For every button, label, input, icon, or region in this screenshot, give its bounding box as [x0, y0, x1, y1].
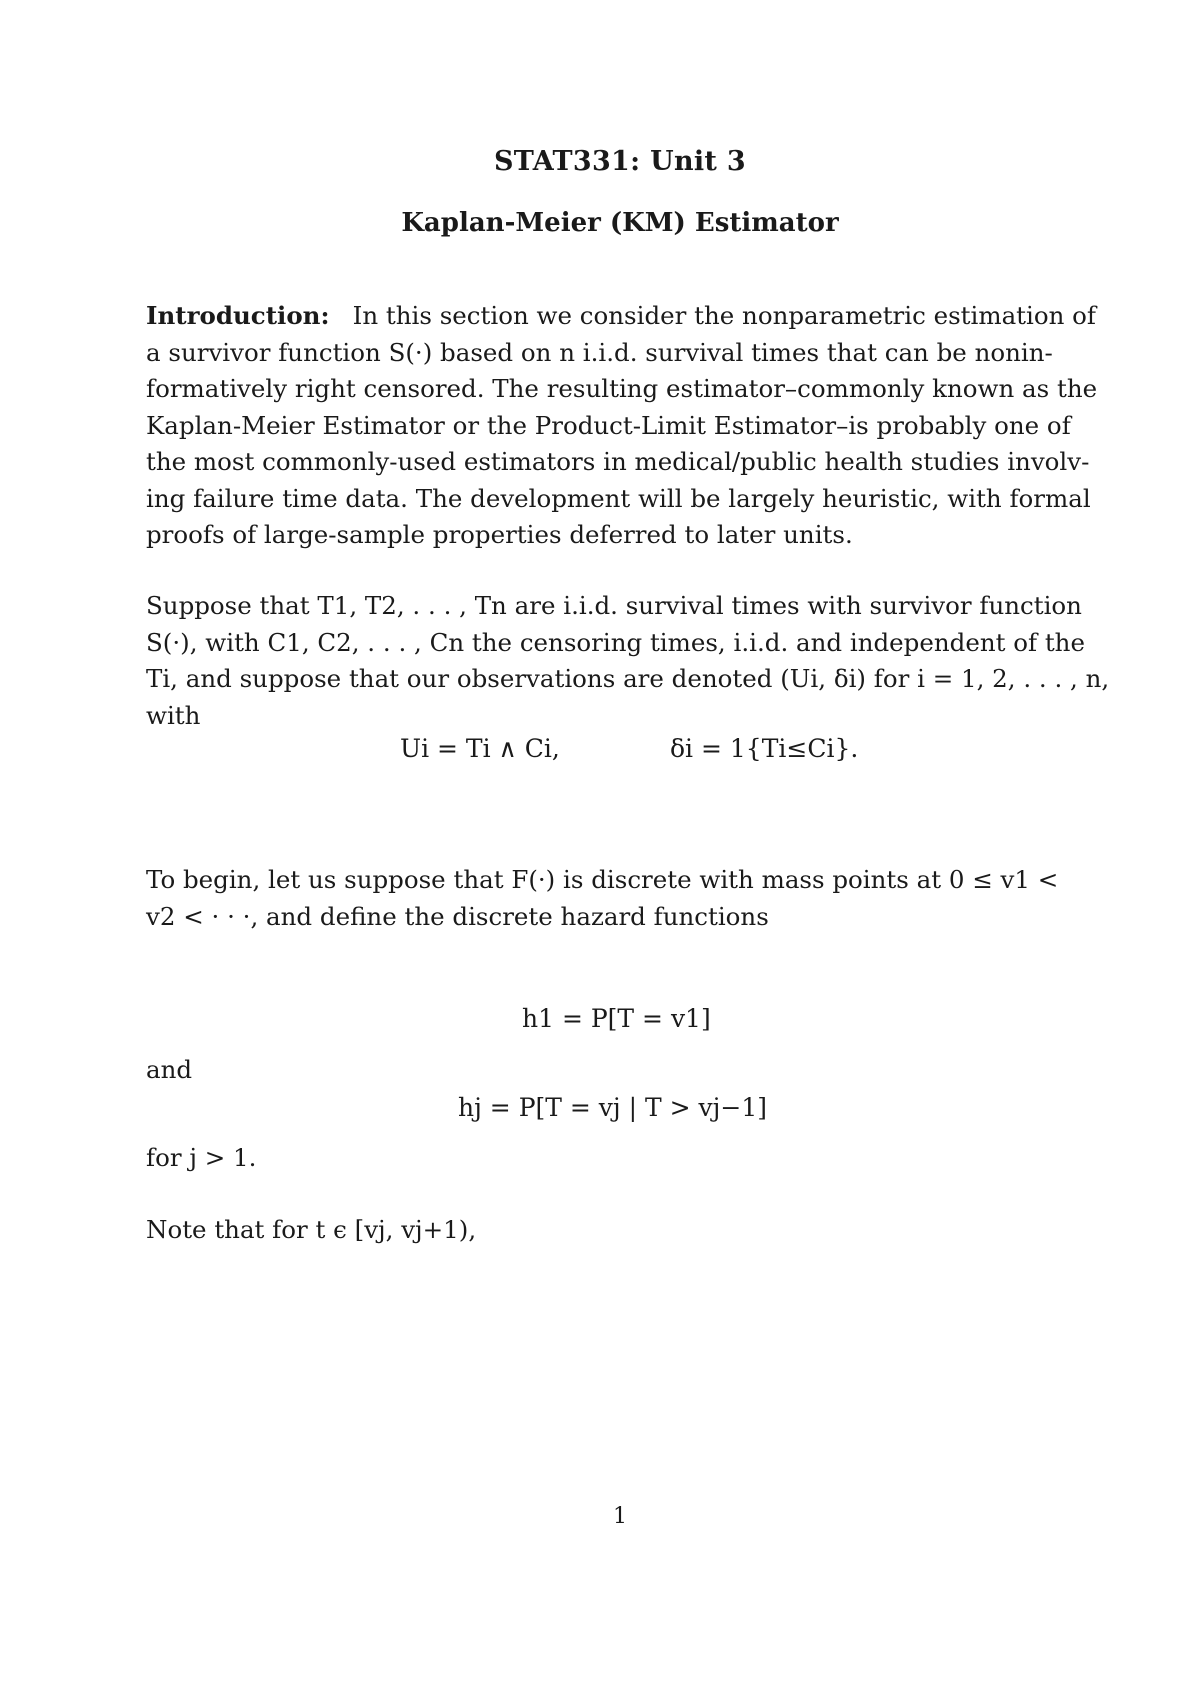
intro-line-1	[146, 298, 1096, 335]
equation-h1: h1 = P[T = v1]	[522, 1004, 711, 1033]
page-title: STAT331: Unit 3	[494, 146, 746, 177]
intro-line-3: formatively right censored. The resulting estimator–commonly known as the	[146, 374, 1098, 403]
intro-line-2: a survivor function S(·) based on n i.i.d. survival times that can be nonin-	[146, 337, 1053, 367]
equation-hj: hj = P[T = vj | T > vj−1]	[458, 1093, 767, 1122]
suppose-line-3: Ti, and suppose that our observations are denoted (Ui, δi) for i = 1, 2, . . . , n,	[146, 664, 1110, 693]
begin-line-1: To begin, let us suppose that F(·) is discrete with mass points at 0 ≤ v1 <	[146, 865, 1059, 894]
begin-line-2: v2 < · · ·, and define the discrete hazard functions	[146, 901, 769, 931]
suppose-line-4: with	[146, 700, 201, 730]
equation-ui: Ui = Ti ∧ Ci,	[400, 734, 560, 763]
page-number: 1	[613, 1504, 627, 1529]
suppose-line-2: S(·), with C1, C2, . . . , Cn the censoring times, i.i.d. and independent of the	[146, 627, 1085, 657]
intro-line-5: the most commonly-used estimators in medical/public health studies involv-	[146, 447, 1090, 476]
intro-line-6: ing failure time data. The development will be largely heuristic, with formal	[146, 483, 1091, 513]
and-text: and	[146, 1055, 193, 1084]
for-text: for j > 1.	[146, 1143, 257, 1172]
suppose-paragraph	[146, 588, 1110, 734]
note-text: Note that for t ϵ [vj, vj+1),	[146, 1215, 477, 1244]
intro-heading: Introduction:	[146, 301, 330, 330]
begin-paragraph	[146, 862, 1096, 935]
intro-line-4: Kaplan-Meier Estimator or the Product-Limit Estimator–is probably one of	[146, 410, 1071, 440]
suppose-line-1: Suppose that T1, T2, . . . , Tn are i.i.d. survival times with survivor function	[146, 591, 1082, 620]
intro-line-1-text: In this section we consider the nonparametric estimation of	[352, 301, 1096, 330]
page-subtitle: Kaplan-Meier (KM) Estimator	[401, 208, 839, 238]
equation-delta: δi = 1{Ti≤Ci}.	[670, 734, 859, 763]
intro-line-7: proofs of large-sample properties deferred to later units.	[146, 520, 853, 549]
intro-paragraph	[146, 298, 1096, 554]
